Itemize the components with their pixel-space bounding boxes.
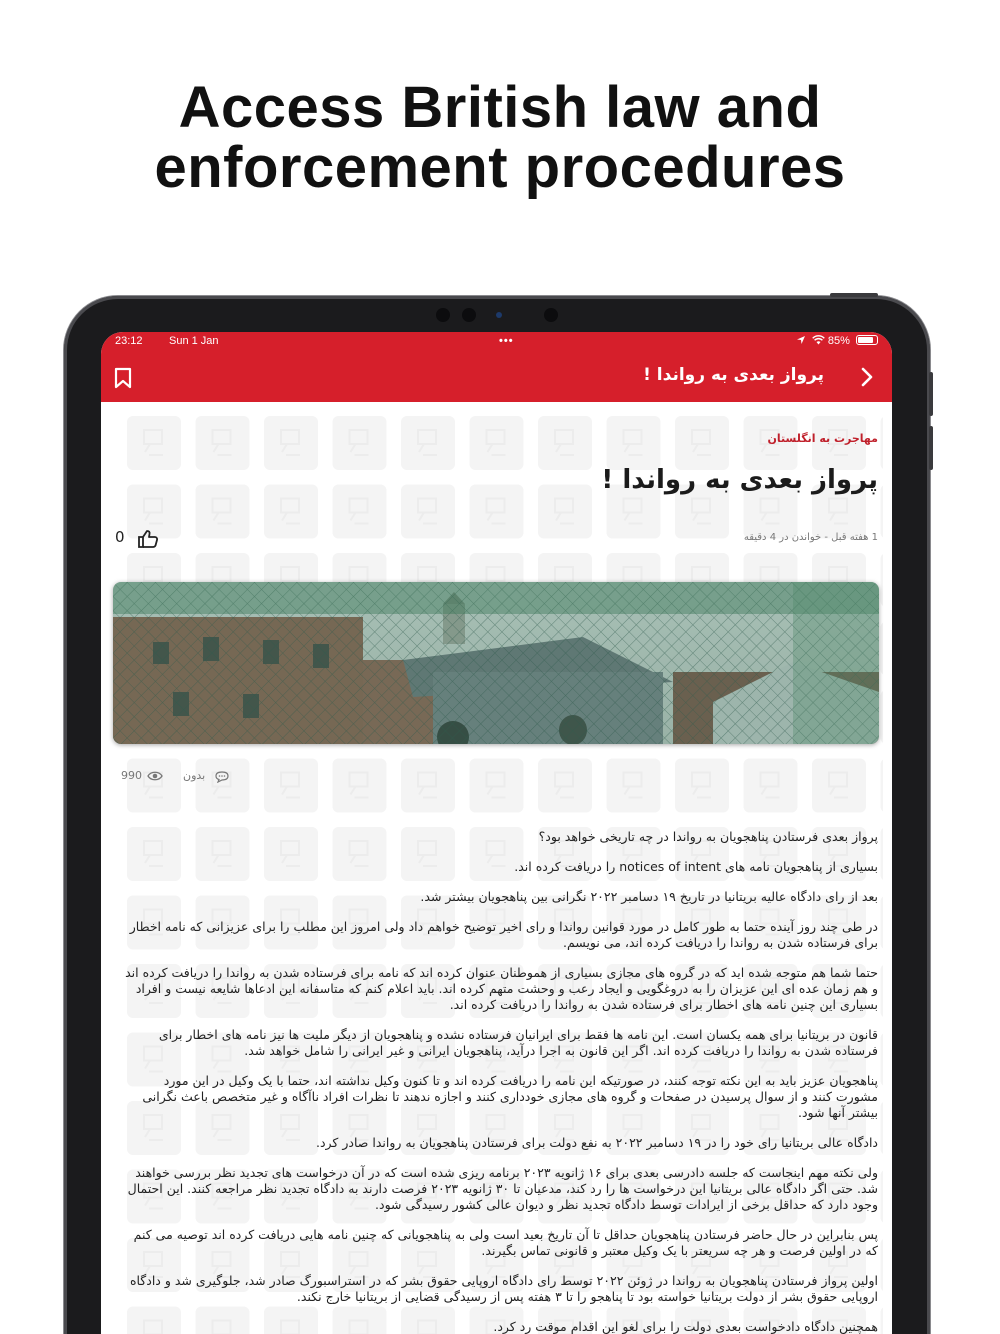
status-right [796, 335, 878, 347]
article-paragraph: حتما شما هم متوجه شده اید که در گروه های مجازی بسیاری از هموطنان عنوان کرده اند که نامه برای فرستاده شدن به رواندا را دریافت کرده اند و هم زمان عده ای این عزیزان را به دروغگویی و ایجاد رعب و وحشت متهم کرده اند. باید اعلام کنم که متاسفانه این ادعاها شایعه نیست و افراد بسیاری این چنین نامه های اخطار برای فرستاده شدن به رواندا را دریافت کرده اند. [125, 965, 878, 1012]
article-paragraph: بعد از رای دادگاه عالیه بریتانیا در تاریخ ۱۹ دسامبر ۲۰۲۲ نگرانی بین پناهجویان بیشتر شد. [420, 889, 878, 904]
thumbs-up-icon[interactable] [137, 529, 159, 549]
article-paragraph: بسیاری از پناهجویان نامه های notices of intent را دریافت کرده اند. [514, 859, 878, 874]
article-paragraph: دادگاه عالی بریتانیا رای خود را در ۱۹ دسامبر ۲۰۲۲ به نفع دولت برای فرستادن پناهجویان به رواندا صادر کرد. [315, 1135, 878, 1150]
volume-down-button [929, 426, 933, 470]
camera-sensor [436, 308, 450, 322]
article-paragraph: در طی چند روز آینده حتما به طور کامل در مورد قوانین رواندا و رای اخیر توضیح خواهم داد ولی امروز این مطلب را برای عزیزانی که نامه اخطار برای فرستاده شدن به رواندا را دریافت کرده اند، می نویسم. [129, 919, 878, 950]
marketing-headline [0, 75, 1000, 200]
nav-title: پرواز بعدی به رواندا ! [643, 365, 824, 385]
app-screen [101, 332, 892, 1334]
comment-icon[interactable] [215, 771, 229, 783]
headline-line-1: Access British law and [178, 75, 822, 140]
article-paragraph: اولین پرواز فرستادن پناهجویان به رواندا در ژوئن ۲۰۲۲ توسط رای دادگاه اروپایی حقوق بشر که در استراسبورگ صادر شد، جلوگیری شد و دادگاه اروپایی حقوق بشر از دولت بریتانیا خواسته بود تا پناهجو را تا ۳ هفته پس از رسیدگی قضایی از بریتانیا خارج نکند. [129, 1273, 878, 1304]
top-button [830, 293, 878, 297]
status-date: Sun 1 Jan [169, 335, 219, 347]
camera-bar [430, 305, 570, 325]
like-count: 0 [115, 528, 125, 546]
view-count: 990 [121, 769, 142, 782]
headline-line-2: enforcement procedures [154, 135, 846, 200]
article-body [118, 829, 878, 1334]
wifi-icon [812, 335, 825, 345]
article-paragraph: همچنین دادگاه دادخواست بعدی دولت را برای لغو این اقدام موقت رد کرد. [493, 1319, 878, 1334]
status-bar [115, 335, 878, 351]
back-chevron-icon[interactable] [856, 366, 878, 388]
multitask-dots[interactable]: ••• [499, 335, 514, 347]
app-header [101, 332, 892, 402]
eye-icon [147, 770, 163, 782]
article-paragraph: قانون در بریتانیا برای همه یکسان است. این نامه ها فقط برای ایرانیان فرستاده نشده و پناهجویان از دیگر ملیت ها نیز نامه های اخطار برای فرستاده شدن به رواندا را دریافت کرده اند. اگر این قانون به اجرا درآید، پناهجویان ایرانی و غیر ایرانی را شامل خواهد شد. [158, 1027, 878, 1058]
article-meta: 1 هفته قبل - خواندن در 4 دقیقه [743, 532, 878, 543]
article-title: پرواز بعدی به رواندا ! [601, 465, 878, 495]
comment-count: بدون [183, 769, 206, 782]
article-paragraph: ولی نکته مهم اینجاست که جلسه دادرسی بعدی برای ۱۶ ژانویه ۲۰۲۳ برنامه ریزی شده است که در آن درخواست های تجدید نظر بررسی خواهند شد. حتی اگر دادگاه عالی بریتانیا این درخواست ها را رد کند، مدعیان تا ۳۰ ژانویه ۲۰۲۳ فرصت دارند به دادگاه تجدید نظر مراجعه کنند. این احتمال وجود دارد که حداقل برخی از ایرادات توسط دادگاه تجدید نظر و دیوان عالی کشور رسیدگی شود. [127, 1165, 878, 1212]
status-time: 23:12 [115, 335, 143, 347]
bookmark-icon[interactable] [113, 367, 133, 389]
volume-up-button [929, 372, 933, 416]
article-content[interactable] [101, 402, 892, 1334]
article-category[interactable]: مهاجرت به انگلستان [767, 432, 878, 445]
battery-percent: 85% [827, 335, 850, 347]
location-icon [796, 335, 806, 345]
article-hero-image [113, 582, 879, 744]
article-paragraph: پناهجویان عزیز باید به این نکته توجه کنند، در صورتیکه این نامه را دریافت کرده اند و تا کنون وکیل نداشته اند، حتما با یک وکیل در این مورد مشورت کنند و از سوال پرسیدن در صفحات و گروه های مجازی خودداری کنند و اجازه ندهند تا نظرات افراد ناآگاه و غیر متخصص باعث نگرانی بیشتر آنها شود. [142, 1073, 878, 1120]
battery-icon [856, 335, 878, 345]
camera-sensor [462, 308, 476, 322]
article-paragraph: پرواز بعدی فرستادن پناهجویان به رواندا در چه تاریخی خواهد بود؟ [538, 829, 878, 844]
camera-sensor [544, 308, 558, 322]
article-paragraph: پس بنابراین در حال حاضر فرستادن پناهجویان حداقل تا آن تاریخ بعید است ولی به پناهجویانی که چنین نامه هایی دریافت کرده اند توصیه می کنم که در اولین فرصت و هر چه سریعتر با یک وکیل معتبر و قانونی تماس بگیرند. [133, 1227, 878, 1258]
camera-lens [496, 312, 502, 318]
